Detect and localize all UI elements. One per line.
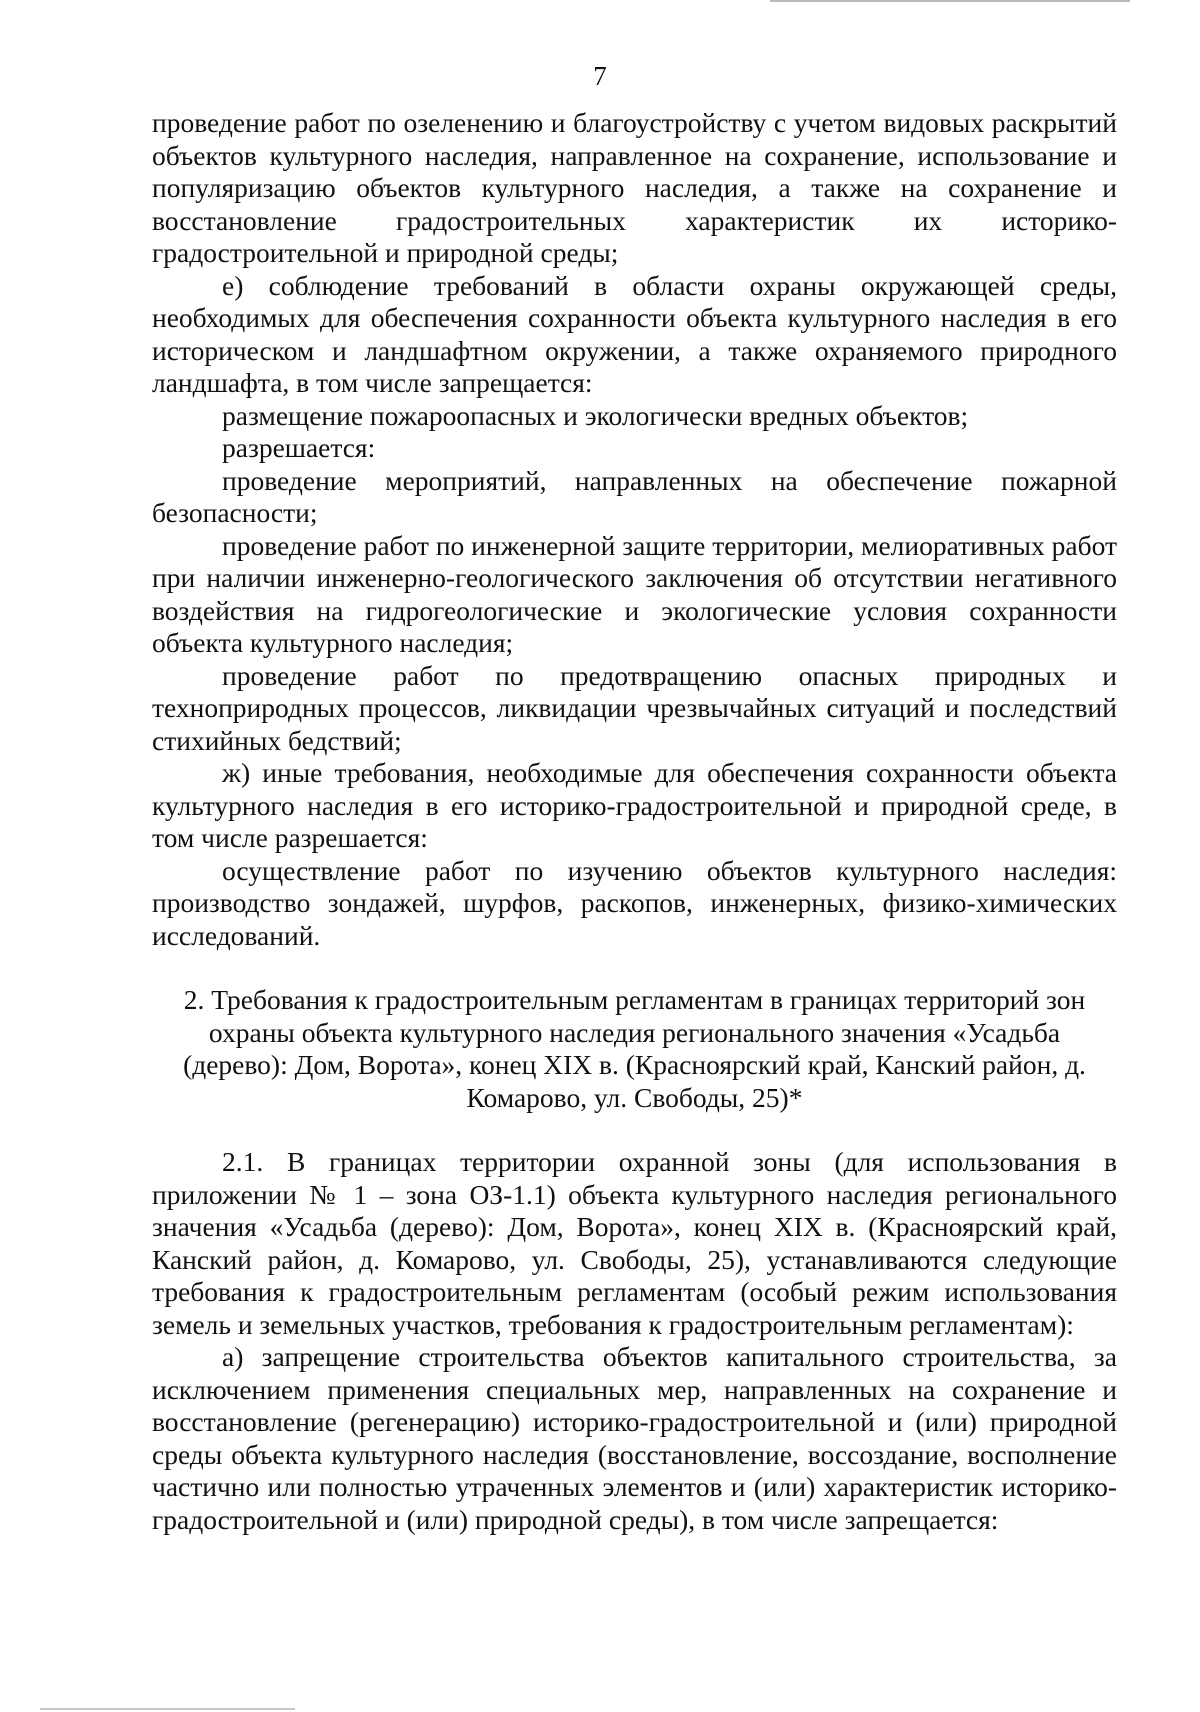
document-body xyxy=(152,107,1117,1536)
paragraph-natural-hazards: проведение работ по предотвращению опасных природных и технoприродных процессов, ликвидации чрезвычайных ситуаций и последствий стихийных бедствий; xyxy=(152,659,1117,756)
page-number: 7 xyxy=(593,61,607,91)
paragraph-research-works: осуществление работ по изучению объектов культурного наследия: производство зондажей, шурфов, раскопов, инженерных, физико-химических исследований. xyxy=(152,854,1117,951)
paragraph-section-2-1: 2.1. В границах территории охранной зоны (для использования в приложении № 1 – зона ОЗ-1.1) объекта культурного наследия регионального значения «Усадьба (дерево): Дом, Ворота», конец XIX в. (Красноярский край, Канский район, д. Комарово, ул. Свободы, 25), устанавливаются следующие требования к градостроительным регламентам (особый режим использования земель и земельных участков, требования к градостроительным регламентам): xyxy=(152,1146,1117,1340)
paragraph-engineering-protection: проведение работ по инженерной защите территории, мелиоративных работ при наличии инженерно-геологического заключения об отсутствии негативного воздействия на гидрогеологические и экологические условия сохранности объекта культурного наследия; xyxy=(152,529,1117,658)
paragraph-item-zh: ж) иные требования, необходимые для обеспечения сохранности объекта культурного наследия в его историко-градостроительной и природной среде, в том числе разрешается: xyxy=(152,757,1117,853)
scan-edge-line xyxy=(770,0,1130,2)
paragraph-prohibited-objects: размещение пожароопасных и экологически вредных объектов; xyxy=(222,399,969,431)
paragraph-fire-safety: проведение мероприятий, направленных на обеспечение пожарной безопасности; xyxy=(152,464,1117,528)
paragraph-landscaping-continuation: проведение работ по озеленению и благоустройству с учетом видовых раскрытий объектов культурного наследия, направленное на сохранение, использование и популяризацию объектов культурного наследия, а также на сохранение и восстановление градостроительных характеристик их историко-градостроительной и природной среды; xyxy=(152,107,1117,268)
paragraph-item-a: а) запрещение строительства объектов капитального строительства, за исключением применения специальных мер, направленных на сохранение и восстановление (регенерацию) историко-градостроительной и (или) природной среды объекта культурного наследия (восстановление, воссоздание, восполнение частично или полностью утраченных элементов и (или) характеристик историко-градостроительной и (или) природной среды), в том числе запрещается: xyxy=(152,1341,1117,1535)
paragraph-permitted-label: разрешается: xyxy=(222,432,376,463)
paragraph-item-e: е) соблюдение требований в области охраны окружающей среды, необходимых для обеспечения сохранности объекта культурного наследия в его историческом и ландшафтном окружении, а также охраняемого природного ландшафта, в том числе запрещается: xyxy=(152,269,1117,398)
section-heading: 2. Требования к градостроительным регламентам в границах территорий зон охраны объекта культурного наследия регионального значения «Усадьба (дерево): Дом, Ворота», конец XIX в. (Красноярский край, Канский район, д. Комарово, ул. Свободы, 25)* xyxy=(183,984,1086,1113)
scan-bottom-line xyxy=(40,1708,295,1710)
